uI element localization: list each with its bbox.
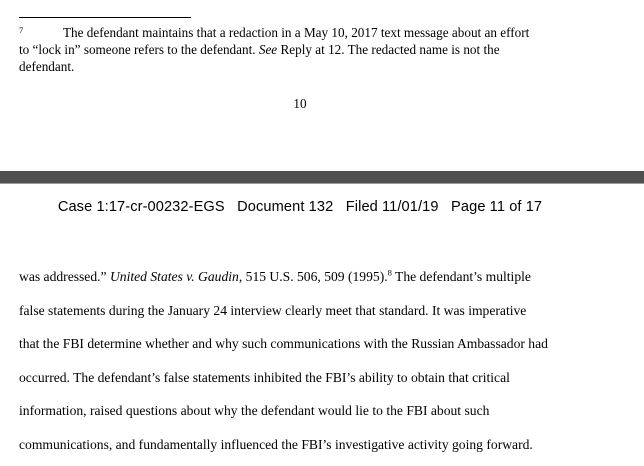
body-line: occurred. The defendant’s false statements inhibited the FBI’s ability to obtain that critical [19, 369, 510, 385]
footnote-line [19, 24, 599, 41]
body-paragraph [19, 264, 619, 466]
filed-date: Filed 11/01/19 [345, 199, 439, 215]
body-line: false statements during the January 24 interview clearly meet that standard. It was imperative [19, 302, 527, 318]
page-number: 10 [293, 96, 307, 111]
footnote [19, 24, 599, 75]
body-text: , 515 U.S. 506, 509 (1995). [238, 269, 388, 284]
footnote-text: defendant. [19, 59, 75, 74]
case-citation: United States v. Gaudin [109, 269, 239, 284]
footnote-line [19, 58, 599, 75]
body-line: information, raised questions about why the defendant would lie to the FBI about such [19, 403, 490, 419]
header-spacer [225, 199, 237, 215]
case-header [0, 199, 600, 215]
page-separator [0, 171, 644, 183]
body-line: that the FBI determine whether and why such communications with the Russian Ambassador had [19, 336, 548, 352]
citation-signal: See [258, 42, 278, 57]
page-count: Page 11 of 17 [451, 199, 543, 215]
body-text: was addressed.” [19, 269, 110, 284]
footnote-text: to “lock in” someone refers to the defendant. [19, 42, 259, 57]
header-spacer [439, 199, 451, 215]
body-line [19, 264, 619, 298]
body-line: communications, and fundamentally influenced the FBI’s investigative activity going forward. [19, 436, 533, 452]
footnote-line [19, 41, 599, 58]
footnote-divider [19, 17, 191, 18]
case-number: Case 1:17-cr-00232-EGS [57, 199, 225, 215]
footnote-marker: 7 [19, 25, 24, 35]
footnote-reference: 8 [387, 267, 392, 278]
document-number: Document 132 [237, 199, 334, 215]
body-text: The defendant’s multiple [391, 269, 531, 284]
page-separator-edge [0, 183, 644, 184]
footnote-text: The defendant maintains that a redaction in a May 10, 2017 text message about an effort [63, 25, 530, 40]
footnote-text: Reply at 12. The redacted name is not the [277, 42, 500, 57]
header-spacer [333, 199, 345, 215]
